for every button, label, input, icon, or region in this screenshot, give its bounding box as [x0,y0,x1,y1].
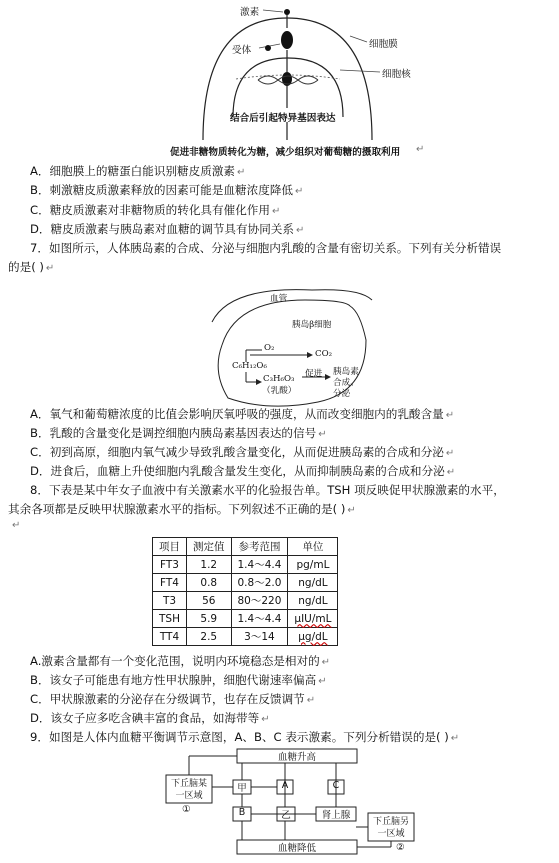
table-header-cell: 项目 [153,538,187,556]
table-cell: 1.2 [187,556,232,574]
nucleus-label: 细胞核 [382,69,411,80]
table-cell: μg/dL [288,628,338,646]
q7-option-b: B．乳酸的含量变化是调控细胞内胰岛素基因表达的信号 ↵ [30,426,327,440]
q8-option-b: B．该女子可能患有地方性甲状腺肿，细胞代谢速率偏高 ↵ [30,673,327,687]
circle-1-label: ① [182,804,191,815]
hypothalamus-1-line1: 下丘脑某 [170,779,207,789]
vessel-label: 血管 [270,294,288,304]
table-cell: μIU/mL [288,610,338,628]
table-cell: 80～220 [231,592,288,610]
table-cell: ng/dL [288,592,338,610]
lactate-label: C₃H₆O₃ [263,374,295,384]
q7-stem-line2: 的是( ) ↵ [8,260,55,274]
glucose-label: C₆H₁₂O₆ [232,361,267,371]
table-cell: T3 [153,592,187,610]
table-cell: 0.8 [187,574,232,592]
lab-report-table [152,537,338,646]
paragraph-mark-icon: ↵ [416,144,425,155]
table-cell: pg/mL [288,556,338,574]
adrenal-box: 肾上腺 [321,810,351,821]
table-header-cell: 单位 [288,538,338,556]
binding-label: 结合后引起特异基因表达 [230,113,336,124]
circle-2-label: ② [396,842,405,853]
q7-option-d: D．进食后，血糖上升使细胞内乳酸含量发生变化，从而抑制胰岛素的合成和分泌 ↵ [30,464,456,478]
lactate-name-label: （乳酸） [262,386,297,396]
insulin-label-1: 胰岛素 [333,367,359,377]
q6-option-a: A．细胞膜上的糖蛋白能识别糖皮质激素 ↵ [30,164,246,178]
q8-option-a: A.激素含量都有一个变化范围，说明内环境稳态是相对的 ↵ [30,654,331,668]
jia-box: 甲 [237,783,247,794]
table-cell: FT4 [153,574,187,592]
table-cell: ng/dL [288,574,338,592]
q9-stem: 9．如图是人体内血糖平衡调节示意图，A、B、C 表示激素。下列分析错误的是( ) ↵ [30,730,460,744]
table-header-cell: 测定值 [187,538,232,556]
table-row [153,628,338,646]
table-header-row [153,538,338,556]
table-cell: 2.5 [187,628,232,646]
hypothalamus-2-line2: 一区域 [377,829,405,839]
q8-option-c: C．甲状腺激素的分泌存在分级调节，也存在反馈调节 ↵ [30,692,316,706]
q6-option-d: D．糖皮质激素与胰岛素对血糖的调节具有协同关系 ↵ [30,222,305,236]
a-box: A [281,780,289,791]
table-cell: FT3 [153,556,187,574]
table-cell: 1.4～4.4 [231,610,288,628]
table-cell: TT4 [153,628,187,646]
hypothalamus-1-line2: 一区域 [175,791,203,801]
table-cell: 5.9 [187,610,232,628]
table-row [153,574,338,592]
q8-stem-line1: 8．下表是某中年女子血液中有关激素水平的化验报告单。TSH 项反映促甲状腺激素的水平， [30,483,505,497]
beta-cell-label: 胰岛β细胞 [292,320,332,330]
q7-option-a: A．氧气和葡萄糖浓度的比值会影响厌氧呼吸的强度，从而改变细胞内的乳酸含量 ↵ [30,407,455,421]
blood-sugar-rise-box: 血糖升高 [277,752,316,763]
promote-label: 促进 [305,369,323,379]
table-cell: TSH [153,610,187,628]
table-cell: 3～14 [231,628,288,646]
q6-option-c: C．糖皮质激素对非糖物质的转化具有催化作用 ↵ [30,203,281,217]
table-row [153,610,338,628]
table-cell: 56 [187,592,232,610]
q7-stem-line1: 7．如图所示，人体胰岛素的合成、分泌与细胞内乳酸的含量有密切关系。下列有关分析错误 [30,241,502,255]
insulin-label-3: 分泌 [333,389,351,399]
receptor-label: 受体 [232,45,252,56]
insulin-label-2: 合成、 [333,378,359,388]
q8-option-d: D．该女子应多吃含碘丰富的食品，如海带等 ↵ [30,711,270,725]
q7-option-c: C．初到高原，细胞内氧气减少导致乳酸含量变化，从而促进胰岛素的合成和分泌 ↵ [30,445,455,459]
b-box: B [238,807,246,818]
table-row [153,592,338,610]
c-box: C [332,780,340,791]
table-row [153,556,338,574]
co2-label: CO₂ [315,349,333,359]
yi-box: 乙 [281,810,291,821]
q8-stem-line2: 其余各项都是反映甲状腺激素水平的指标。下列叙述不正确的是( ) ↵ [8,502,356,516]
cell-membrane-label: 细胞膜 [369,39,398,50]
table-cell: 1.4～4.4 [231,556,288,574]
paragraph-mark-icon: ↵ [12,520,21,531]
hypothalamus-2-line1: 下丘脑另 [372,817,409,827]
hormone-label: 激素 [240,7,260,18]
table-header-cell: 参考范围 [231,538,288,556]
blood-sugar-fall-box: 血糖降低 [277,843,316,854]
o2-label: O₂ [264,343,275,353]
effect-label: 促进非糖物质转化为糖，减少组织对葡萄糖的摄取利用 [170,147,401,158]
q6-option-b: B．刺激糖皮质激素释放的因素可能是血糖浓度降低 ↵ [30,183,304,197]
table-cell: 0.8～2.0 [231,574,288,592]
